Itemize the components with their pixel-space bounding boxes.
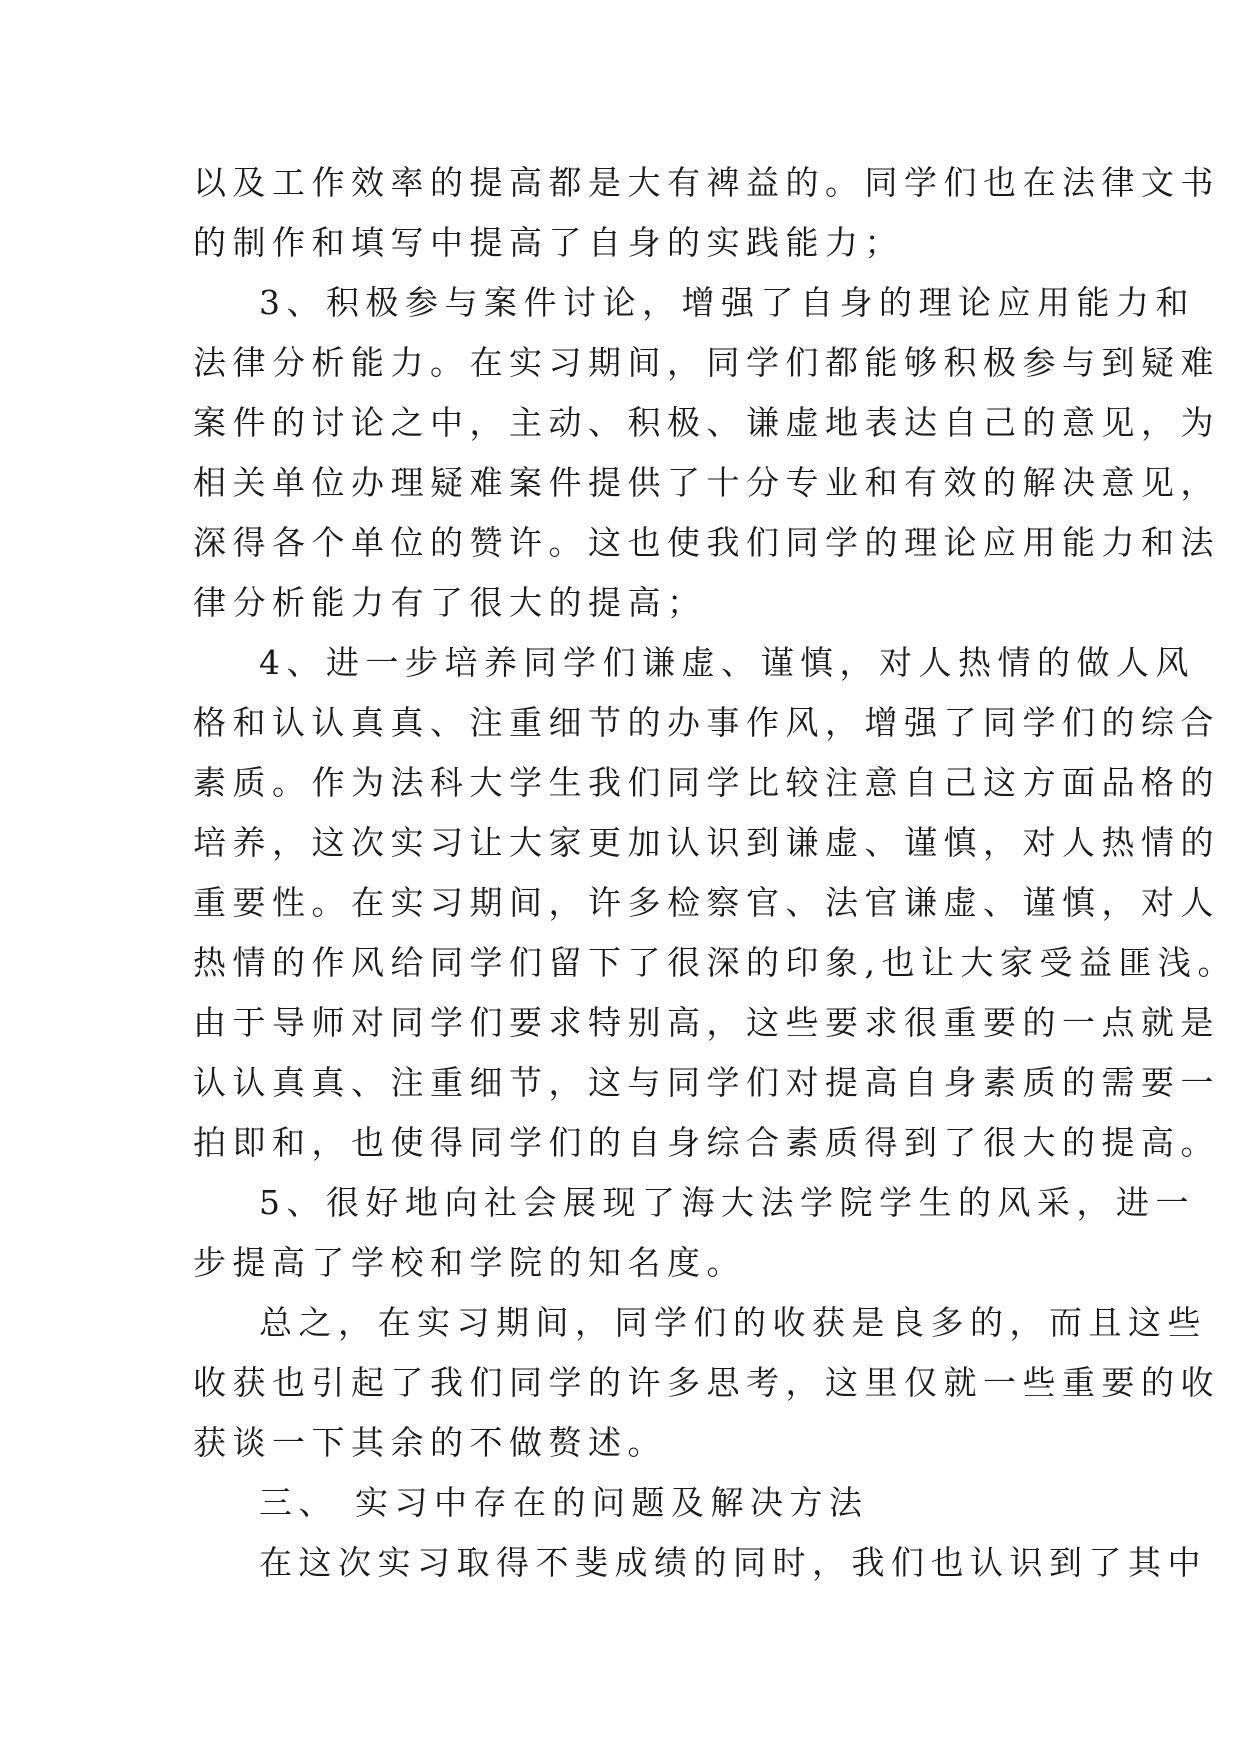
text-line: 拍即和，也使得同学们的自身综合素质得到了很大的提高。 (193, 1123, 1220, 1162)
text-line: 格和认认真真、注重细节的办事作风，增强了同学们的综合 (193, 703, 1220, 742)
text-line: 律分析能力有了很大的提高； (193, 583, 707, 622)
body-text (193, 153, 1237, 1593)
text-line: 深得各个单位的赞许。这也使我们同学的理论应用能力和法 (193, 523, 1220, 562)
text-line: 重要性。在实习期间，许多检察官、法官谦虚、谨慎，对人 (193, 883, 1220, 922)
text-line: 在这次实习取得不斐成绩的同时，我们也认识到了其中 (259, 1543, 1207, 1582)
text-line: 相关单位办理疑难案件提供了十分专业和有效的解决意见， (193, 463, 1220, 502)
section-heading: 三、 实习中存在的问题及解决方法 (259, 1483, 869, 1522)
text-line: 步提高了学校和学院的知名度。 (193, 1243, 746, 1282)
text-line: 总之，在实习期间，同学们的收获是良多的，而且这些 (259, 1303, 1207, 1342)
text-line: 素质。作为法科大学生我们同学比较注意自己这方面品格的 (193, 763, 1220, 802)
text-line: 热情的作风给同学们留下了很深的印象,也让大家受益匪浅。 (193, 943, 1237, 982)
text-line: 的制作和填写中提高了自身的实践能力； (193, 223, 904, 262)
text-line: 5、很好地向社会展现了海大法学院学生的风采，进一 (259, 1183, 1195, 1222)
text-line: 收获也引起了我们同学的许多思考，这里仅就一些重要的收 (193, 1363, 1220, 1402)
text-line: 认认真真、注重细节，这与同学们对提高自身素质的需要一 (193, 1063, 1220, 1102)
text-line: 4、进一步培养同学们谦虚、谨慎，对人热情的做人风 (259, 643, 1195, 682)
text-line: 法律分析能力。在实习期间，同学们都能够积极参与到疑难 (193, 343, 1220, 382)
text-line: 案件的讨论之中，主动、积极、谦虚地表达自己的意见，为 (193, 403, 1220, 442)
text-line: 3、积极参与案件讨论，增强了自身的理论应用能力和 (259, 283, 1195, 322)
text-line: 以及工作效率的提高都是大有裨益的。同学们也在法律文书 (193, 163, 1220, 202)
text-line: 由于导师对同学们要求特别高，这些要求很重要的一点就是 (193, 1003, 1220, 1042)
text-line: 获谈一下其余的不做赘述。 (193, 1423, 667, 1462)
text-line: 培养，这次实习让大家更加认识到谦虚、谨慎，对人热情的 (193, 823, 1220, 862)
